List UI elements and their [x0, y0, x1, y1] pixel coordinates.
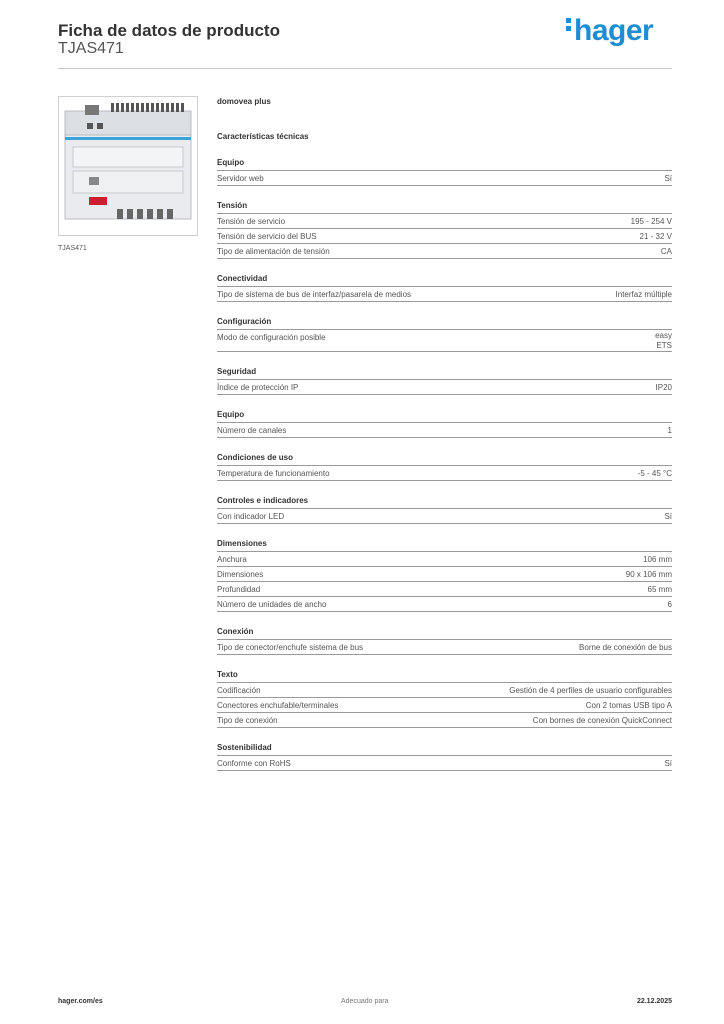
spec-section	[217, 538, 672, 612]
spec-value: Sí	[664, 174, 672, 183]
spec-sections	[217, 157, 672, 771]
spec-row	[217, 171, 672, 186]
spec-value: Sí	[664, 759, 672, 768]
spec-name: Conforme con RoHS	[217, 759, 291, 768]
spec-row	[217, 330, 672, 352]
spec-name: Índice de protección IP	[217, 383, 299, 392]
spec-name: Profundidad	[217, 585, 261, 594]
spec-row	[217, 509, 672, 524]
spec-name: Servidor web	[217, 174, 264, 183]
spec-row	[217, 380, 672, 395]
spec-section	[217, 495, 672, 524]
spec-section	[217, 452, 672, 481]
spec-section	[217, 669, 672, 728]
spec-row	[217, 287, 672, 302]
spec-section	[217, 409, 672, 438]
spec-row	[217, 229, 672, 244]
spec-value: 65 mm	[647, 585, 672, 594]
product-code: TJAS471	[58, 40, 124, 57]
section-label: Configuración	[217, 316, 672, 330]
spec-value: Interfaz múltiple	[615, 290, 672, 299]
spec-value: Sí	[664, 512, 672, 521]
spec-name: Conectores enchufable/terminales	[217, 701, 339, 710]
spec-value: IP20	[655, 383, 672, 392]
spec-name: Tipo de conector/enchufe sistema de bus	[217, 643, 364, 652]
spec-name: Temperatura de funcionamiento	[217, 469, 330, 478]
section-label: Conectividad	[217, 273, 672, 287]
spec-name: Dimensiones	[217, 570, 264, 579]
spec-section	[217, 273, 672, 302]
spec-name: Tipo de conexión	[217, 716, 278, 725]
section-label: Equipo	[217, 157, 672, 171]
spec-row	[217, 640, 672, 655]
spec-row	[217, 698, 672, 713]
spec-content	[217, 96, 672, 771]
footer-suitable-for: Adecuado para	[341, 998, 389, 1005]
spec-value-line: easy	[655, 331, 672, 340]
spec-value: Gestión de 4 perfiles de usuario configurables	[509, 686, 672, 695]
spec-name: Número de canales	[217, 426, 287, 435]
section-label: Conexión	[217, 626, 672, 640]
spec-value: Borne de conexión de bus	[579, 643, 672, 652]
spec-value: 6	[667, 600, 672, 609]
section-label: Tensión	[217, 200, 672, 214]
spec-value: -5 - 45 °C	[637, 469, 672, 478]
spec-title: Características técnicas	[217, 132, 309, 141]
spec-row	[217, 756, 672, 771]
spec-value: 195 - 254 V	[630, 217, 672, 226]
spec-name: Número de unidades de ancho	[217, 600, 327, 609]
footer-website[interactable]: hager.com/es	[58, 998, 103, 1005]
spec-row	[217, 552, 672, 567]
spec-name: Anchura	[217, 555, 247, 564]
section-label: Dimensiones	[217, 538, 672, 552]
spec-section	[217, 366, 672, 395]
spec-row	[217, 423, 672, 438]
spec-value: 21 - 32 V	[639, 232, 672, 241]
image-caption: TJAS471	[58, 245, 87, 252]
spec-row	[217, 466, 672, 481]
spec-name: Tensión de servicio	[217, 217, 286, 226]
spec-section	[217, 626, 672, 655]
product-series: domovea plus	[217, 97, 271, 106]
spec-name: Codificación	[217, 686, 261, 695]
spec-section	[217, 157, 672, 186]
spec-value: Con bornes de conexión QuickConnect	[532, 716, 672, 725]
spec-name: Tensión de servicio del BUS	[217, 232, 317, 241]
spec-row	[217, 713, 672, 728]
section-label: Texto	[217, 669, 672, 683]
spec-value-line: ETS	[656, 341, 672, 350]
spec-section	[217, 316, 672, 352]
spec-value: CA	[660, 247, 672, 256]
spec-row	[217, 567, 672, 582]
page-title: Ficha de datos de producto	[58, 21, 280, 40]
section-label: Sostenibilidad	[217, 742, 672, 756]
product-image	[58, 96, 198, 236]
spec-name: Tipo de alimentación de tensión	[217, 247, 330, 256]
logo-dots-icon	[566, 15, 571, 34]
spec-row	[217, 244, 672, 259]
spec-name: Tipo de sistema de bus de interfaz/pasarela de medios	[217, 290, 412, 299]
spec-section	[217, 200, 672, 259]
spec-value	[655, 331, 672, 351]
logo-text: hager	[574, 14, 654, 47]
section-label: Controles e indicadores	[217, 495, 672, 509]
spec-value: 1	[667, 426, 672, 435]
spec-row	[217, 582, 672, 597]
spec-name: Con indicador LED	[217, 512, 285, 521]
footer-date: 22.12.2025	[636, 998, 672, 1005]
din-rail-device-icon	[59, 97, 197, 235]
spec-value: Con 2 tomas USB tipo A	[585, 701, 672, 710]
header-divider	[58, 68, 672, 69]
spec-row	[217, 683, 672, 698]
spec-row	[217, 597, 672, 612]
spec-row	[217, 214, 672, 229]
section-label: Seguridad	[217, 366, 672, 380]
spec-name: Modo de configuración posible	[217, 333, 326, 342]
section-label: Condiciones de uso	[217, 452, 672, 466]
spec-section	[217, 742, 672, 771]
spec-value: 106 mm	[643, 555, 672, 564]
hager-logo	[566, 14, 653, 48]
spec-value: 90 x 106 mm	[625, 570, 672, 579]
section-label: Equipo	[217, 409, 672, 423]
